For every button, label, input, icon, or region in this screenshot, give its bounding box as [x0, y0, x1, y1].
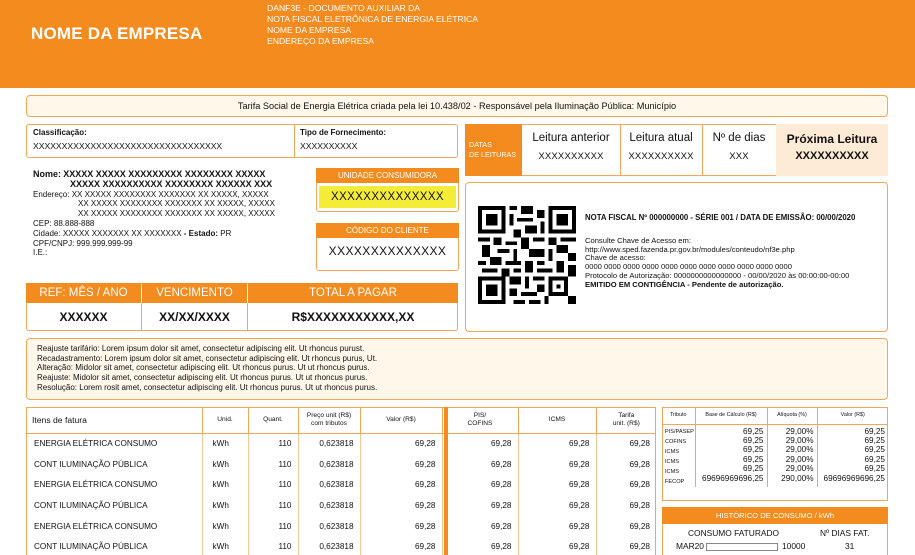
numero-dias-value: XXX — [729, 151, 749, 162]
item-unid: kWh — [202, 454, 248, 475]
document-heading — [267, 3, 478, 47]
item-unid: kWh — [202, 495, 248, 516]
aliquota-value: 29,00% — [785, 426, 814, 436]
item-tarifa: 69,28 — [629, 521, 650, 531]
cidade-label: Cidade: — [33, 228, 61, 238]
doc-company-line: NOME DA EMPRESA — [267, 25, 352, 35]
base-value: 69,25 — [743, 464, 764, 474]
aliquota-value: 29,00% — [785, 435, 814, 445]
item-desc: ENERGIA ELÉTRICA CONSUMO — [26, 474, 202, 495]
tributo-valor: 69696969696,25 — [823, 473, 885, 483]
col-tributo: Tributo — [662, 407, 695, 424]
aliquota-value: 29,00% — [785, 464, 814, 474]
tributo-labels — [662, 424, 695, 487]
item-preco: 0,623818 — [298, 516, 360, 537]
base-value: 69,25 — [743, 435, 764, 445]
col-preco-line2: com tributos — [311, 419, 347, 427]
item-icms: 69,28 — [518, 433, 596, 454]
item-tarifa: 69,28 — [629, 439, 650, 449]
vencimento-label: VENCIMENTO — [142, 283, 247, 303]
item-pis: 69,28 — [442, 474, 518, 495]
col-base: Base de Cálculo (R$) — [695, 407, 767, 424]
item-unid: kWh — [202, 516, 248, 537]
item-tarifa: 69,28 — [629, 500, 650, 510]
tributo-valor-values — [817, 424, 888, 487]
endereco-line2: XX XXXXX XXXXXXXX XXXXXXX XX XXXXX, XXXXX — [78, 199, 275, 209]
qr-code — [478, 206, 576, 304]
tributos-table — [662, 407, 888, 487]
table-row — [26, 474, 656, 495]
col-tarifa-line1: Tarifa — [618, 411, 635, 419]
col-pis-line1: PIS/ — [473, 411, 487, 419]
base-value: 69,25 — [743, 426, 764, 436]
reajustes-text — [37, 344, 377, 393]
tributo-valor: 69,25 — [864, 426, 885, 436]
codigo-cliente-label: CÓDIGO DO CLIENTE — [316, 223, 459, 238]
item-desc: CONT ILUMINAÇÃO PÚBLICA — [26, 454, 202, 475]
cep: CEP: 88.888-888 — [33, 218, 95, 228]
aliquota-value: 29,00% — [785, 454, 814, 464]
col-valor: Valor (R$) — [360, 407, 442, 433]
item-tarifa: 69,28 — [629, 480, 650, 490]
proxima-leitura-label: Próxima Leitura — [786, 132, 878, 146]
company-name: NOME DA EMPRESA — [31, 24, 203, 43]
reajuste-line: Reajuste: Midolor sit amet, consectetur adipiscing elit. Ut rhoncus purus. Ut ut rhoncus purus. — [37, 373, 368, 383]
table-row — [26, 433, 656, 454]
item-tarifa: 69,28 — [629, 542, 650, 552]
total-label: TOTAL A PAGAR — [248, 283, 458, 303]
item-valor: 69,28 — [360, 495, 442, 516]
col-tarifa-line2: unit. (R$) — [612, 419, 640, 427]
col-valor-trib: Valor (R$) — [817, 407, 888, 424]
item-pis: 69,28 — [442, 454, 518, 475]
tributo-label: FECOP — [665, 478, 685, 485]
historico-title: HISTÓRICO DE CONSUMO / kWh — [662, 507, 888, 524]
item-preco: 0,623818 — [298, 536, 360, 555]
tributo-label: ICMS — [665, 458, 679, 465]
endereco-line3: XX XXXXX XXXXXXXX XXXXXXX XX XXXXX, XXXXX — [78, 209, 275, 219]
nota-fiscal-info — [585, 214, 855, 290]
historico-dias-value: 31 — [845, 541, 855, 551]
leitura-atual-label: Leitura atual — [629, 132, 693, 144]
leitura-atual-value: XXXXXXXXXX — [628, 151, 694, 162]
col-unid: Unid. — [202, 407, 248, 433]
divider — [444, 407, 448, 555]
consulte-url[interactable]: http://www.sped.fazenda.pr.gov.br/modules/conteudo/nf3e.php — [585, 244, 795, 254]
datas-label-line2: DE LEITURAS — [469, 150, 517, 159]
doc-subtitle-line: NOTA FISCAL ELETRÔNICA DE ENERGIA ELÉTRICA — [267, 14, 479, 24]
item-valor: 69,28 — [360, 454, 442, 475]
ie: I.E.: — [33, 248, 48, 258]
ref-label: REF: MÊS / ANO — [26, 283, 141, 303]
proxima-leitura — [776, 124, 888, 176]
tributo-label: COFINS — [665, 438, 687, 445]
col-aliquota: Alíquota (%) — [767, 407, 817, 424]
item-pis: 69,28 — [442, 536, 518, 555]
contingencia — [585, 281, 855, 290]
nome-value-line2: XXXXX XXXXXXXXXX XXXXXXXX XXXXXX XXX — [70, 178, 273, 189]
table-row — [26, 495, 656, 516]
consulte-label: Consulte Chave de Acesso em: — [585, 235, 691, 245]
reajuste-line: Alteração: Midolor sit amet, consectetur adipiscing elit. Ut rhoncus purus. Ut ut rhoncus purus. — [37, 363, 370, 373]
protocolo: Protocolo de Autorização: 0000000000000000 - 00/00/2020 às 00:00:00-00:00 — [585, 270, 850, 280]
item-valor: 69,28 — [360, 474, 442, 495]
item-icms: 69,28 — [518, 474, 596, 495]
item-preco: 0,623818 — [298, 474, 360, 495]
aliquota-value: 290,00% — [781, 473, 814, 483]
tributo-valor: 69,25 — [864, 464, 885, 474]
item-preco: 0,623818 — [298, 433, 360, 454]
tributo-base-values — [695, 424, 767, 487]
codigo-cliente-value: XXXXXXXXXXXXXX — [328, 244, 447, 258]
itens-header-row — [26, 407, 656, 433]
item-tarifa: 69,28 — [629, 459, 650, 469]
endereco-label: Endereço: — [33, 189, 70, 199]
item-quant: 110 — [248, 516, 298, 537]
col-pis — [442, 407, 518, 433]
item-quant: 110 — [248, 536, 298, 555]
historico-mes: MAR20 — [676, 541, 704, 551]
item-icms: 69,28 — [518, 495, 596, 516]
cidade-value: XXXXX XXXXXXX XX XXXXXXX — [62, 228, 182, 238]
historico-consumo-value: 10000 — [782, 541, 806, 551]
item-quant: 110 — [248, 454, 298, 475]
col-itens: Itens de fatura — [26, 407, 202, 433]
tributo-valor: 69,25 — [864, 445, 885, 455]
leitura-anterior — [522, 124, 620, 176]
item-preco: 0,623818 — [298, 454, 360, 475]
base-value: 69696969696,25 — [702, 473, 764, 483]
reajuste-line: Recadastramento: Lorem ipsum dolor sit amet, consectetur adipiscing elit. Ut rhoncus purus, Ut. — [37, 353, 378, 363]
item-unid: kWh — [202, 474, 248, 495]
item-desc: ENERGIA ELÉTRICA CONSUMO — [26, 433, 202, 454]
chave-value: 0000 0000 0000 0000 0000 0000 0000 0000 0000 0000 0000 — [585, 262, 792, 272]
proxima-leitura-value: XXXXXXXXXX — [795, 150, 869, 162]
item-valor: 69,28 — [360, 516, 442, 537]
ref-value: XXXXXX — [59, 310, 108, 324]
col-quant: Quant. — [248, 407, 298, 433]
tributo-label: PIS/PASEP — [665, 428, 694, 435]
nome-value-line1: XXXXX XXXXX XXXXXXXXX XXXXXXXX XXXXX — [63, 169, 266, 179]
numero-dias — [702, 124, 776, 176]
item-pis: 69,28 — [442, 495, 518, 516]
item-desc: CONT ILUMINAÇÃO PÚBLICA — [26, 495, 202, 516]
tarifa-social-notice: Tarifa Social de Energia Elétrica criada pela lei 10.438/02 - Responsável pela Iluminação Pública: Município — [26, 95, 888, 117]
item-desc: ENERGIA ELÉTRICA CONSUMO — [26, 516, 202, 537]
leitura-anterior-value: XXXXXXXXXX — [538, 151, 604, 162]
doc-title-line: DANF3E - DOCUMENTO AUXILIAR DA — [267, 3, 421, 13]
contingencia-rest: - Pendente de autorização. — [685, 279, 784, 289]
vencimento-value: XX/XX/XXXX — [159, 310, 230, 324]
tipo-fornecimento-value: XXXXXXXXXX — [300, 141, 358, 151]
client-info — [33, 170, 275, 258]
tipo-fornecimento-label: Tipo de Fornecimento: — [300, 128, 387, 137]
item-icms: 69,28 — [518, 536, 596, 555]
classificacao-label: Classificação: — [33, 128, 87, 137]
leitura-atual — [620, 124, 702, 176]
estado-value: PR — [220, 228, 232, 238]
classificacao-value: XXXXXXXXXXXXXXXXXXXXXXXXXXXXXXXXX — [33, 141, 223, 151]
reajuste-line: Resolução: Lorem rosit amet, consectetur adipiscing elit. Ut rhoncus purus. Ut ut rhoncus purus. — [37, 382, 378, 392]
item-icms: 69,28 — [518, 516, 596, 537]
tributos-header-row — [662, 407, 888, 424]
tributo-valor: 69,25 — [864, 435, 885, 445]
table-row — [26, 516, 656, 537]
item-valor: 69,28 — [360, 433, 442, 454]
tributo-valor: 69,25 — [864, 454, 885, 464]
item-valor: 69,28 — [360, 536, 442, 555]
table-row — [26, 454, 656, 475]
col-icms: ICMS — [518, 407, 596, 433]
divider — [294, 124, 295, 158]
reajuste-line: Reajuste tarifário: Lorem ipsum dolor sit amet, consectetur adipiscing elit. Ut rhoncus purust. — [37, 344, 365, 353]
total-value: R$XXXXXXXXXXX,XX — [291, 310, 415, 324]
itens-table — [26, 407, 656, 555]
datas-label-line1: DATAS — [469, 140, 492, 149]
col-preco — [298, 407, 360, 433]
cpf-cnpj: CPF/CNPJ: 999.999.999-99 — [33, 238, 133, 248]
chave-label: Chave de acesso: — [585, 253, 646, 263]
col-preco-line1: Preço unit (R$) — [306, 411, 352, 419]
historico-consumo-header: CONSUMO FATURADO — [688, 528, 780, 538]
aliquota-value: 29,00% — [785, 445, 814, 455]
col-pis-line2: COFINS — [467, 419, 493, 427]
item-pis: 69,28 — [442, 516, 518, 537]
nome-label: Nome: — [33, 169, 62, 179]
endereco-line1: XX XXXXX XXXXXXXX XXXXXXX XX XXXXX, XXXXX — [71, 189, 269, 199]
tributo-label: ICMS — [665, 468, 679, 475]
numero-dias-label: Nº de dias — [712, 132, 766, 144]
item-desc: CONT ILUMINAÇÃO PÚBLICA — [26, 536, 202, 555]
unidade-consumidora-value: XXXXXXXXXXXXXX — [319, 186, 456, 208]
unidade-consumidora-label: UNIDADE CONSUMIDORA — [316, 168, 459, 183]
item-quant: 110 — [248, 474, 298, 495]
item-preco: 0,623818 — [298, 495, 360, 516]
tributos-body-row — [662, 424, 888, 487]
leitura-anterior-label: Leitura anterior — [532, 132, 610, 144]
item-quant: 110 — [248, 433, 298, 454]
table-row — [26, 536, 656, 555]
estado-label: - Estado: — [183, 228, 219, 238]
historico-dias-header: Nº DIAS FAT. — [820, 528, 870, 538]
historico-consumo-bar — [706, 543, 778, 551]
datas-leituras-label — [465, 124, 522, 176]
contingencia-bold: EMITIDO EM CONTIGÊNCIA — [585, 279, 686, 289]
item-pis: 69,28 — [442, 433, 518, 454]
col-tarifa — [596, 407, 656, 433]
item-icms: 69,28 — [518, 454, 596, 475]
item-quant: 110 — [248, 495, 298, 516]
tributo-label: ICMS — [665, 448, 679, 455]
item-unid: kWh — [202, 433, 248, 454]
base-value: 69,25 — [743, 454, 764, 464]
item-unid: kWh — [202, 536, 248, 555]
nota-fiscal-title: NOTA FISCAL Nº 000000000 - SÉRIE 001 / DATA DE EMISSÃO: 00/00/2020 — [585, 213, 856, 222]
doc-address-line: ENDEREÇO DA EMPRESA — [267, 36, 374, 46]
base-value: 69,25 — [743, 445, 764, 455]
tributo-aliquota-values — [767, 424, 817, 487]
